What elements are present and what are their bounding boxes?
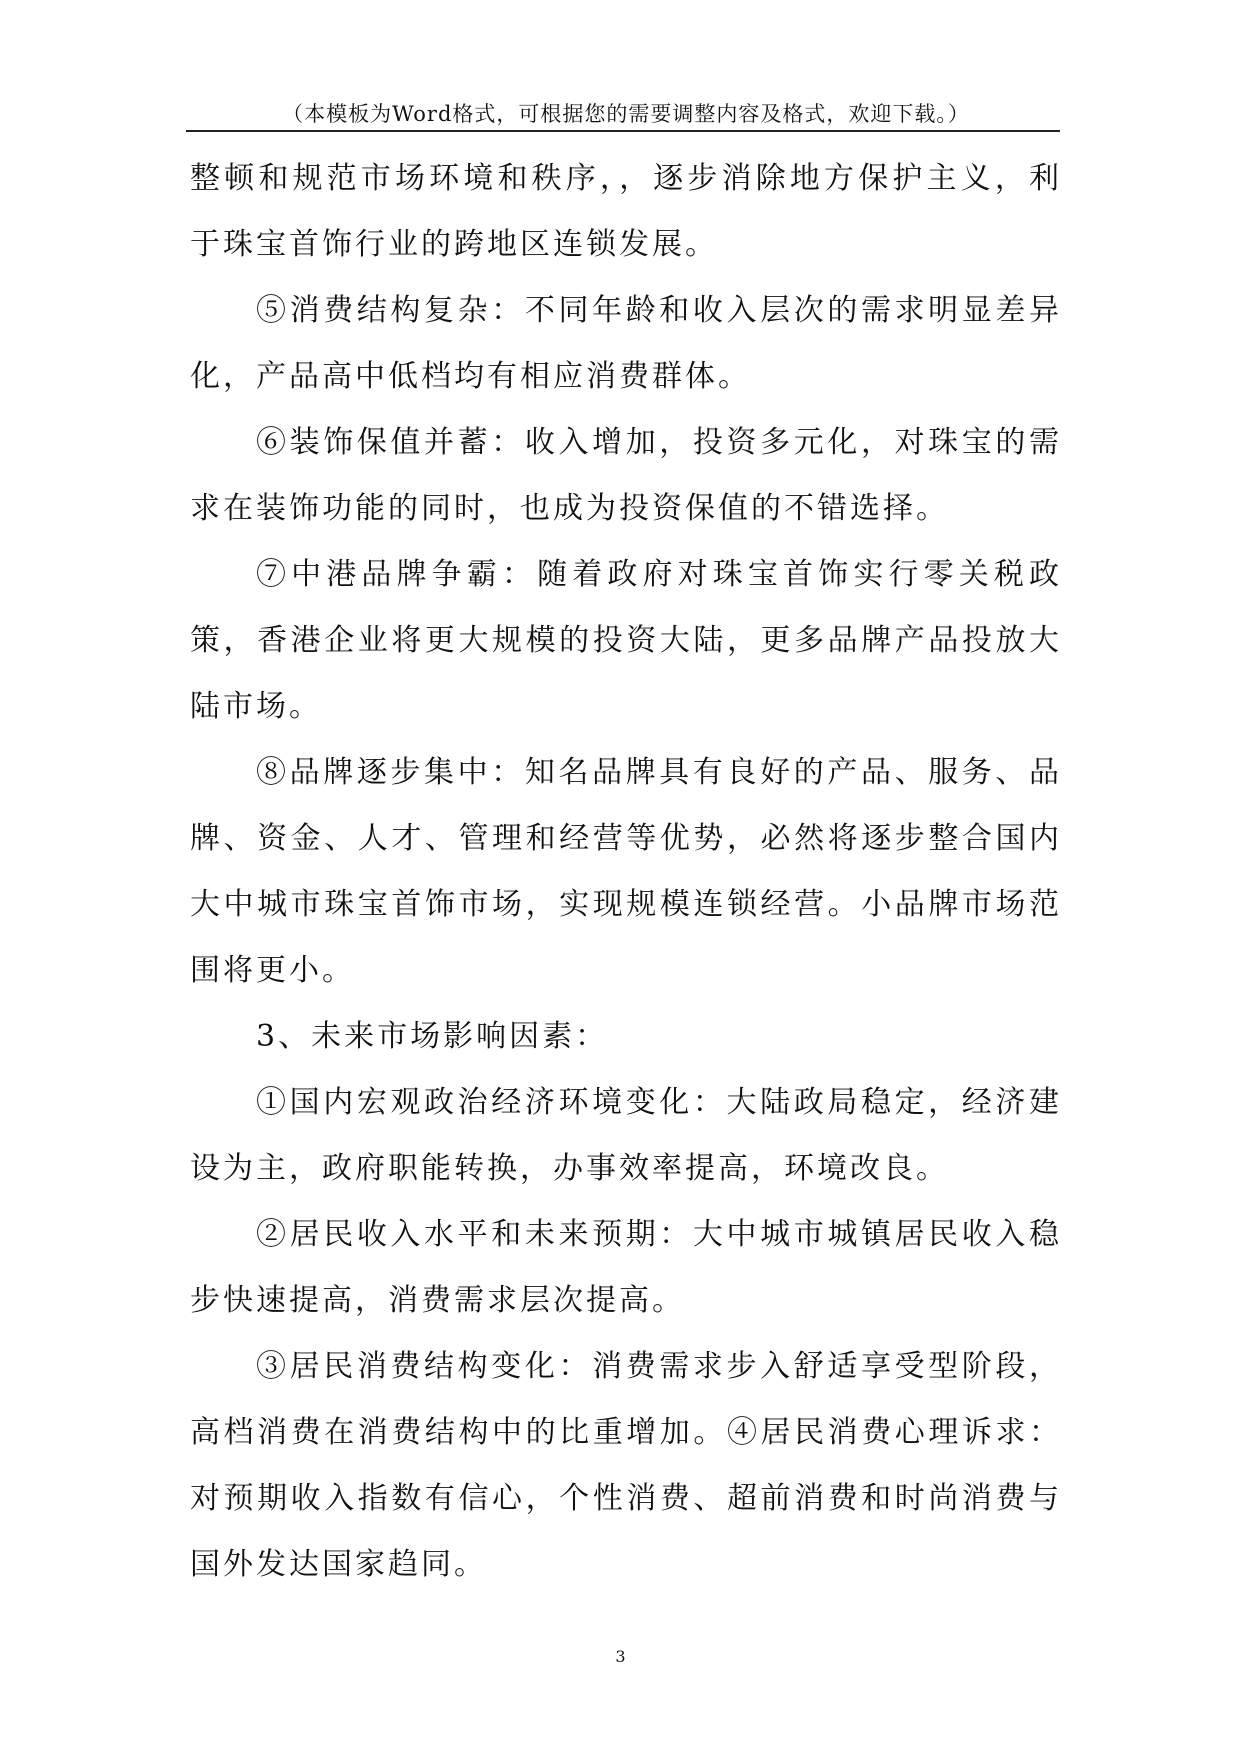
section-heading: 3、未来市场影响因素： — [256, 1019, 609, 1054]
document-body — [190, 146, 1062, 1598]
paragraph: ⑦中港品牌争霸：随着政府对珠宝首饰实行零关税政策，香港企业将更大规模的投资大陆，更多品牌产品投放大陆市场。 — [190, 557, 1062, 724]
paragraph: 整顿和规范市场环境和秩序，，逐步消除地方保护主义，利于珠宝首饰行业的跨地区连锁发展。 — [190, 161, 1062, 262]
paragraph: ⑤消费结构复杂：不同年龄和收入层次的需求明显差异化，产品高中低档均有相应消费群体。 — [190, 293, 1062, 394]
paragraph: ①国内宏观政治经济环境变化：大陆政局稳定，经济建设为主，政府职能转换，办事效率提高，环境改良。 — [190, 1085, 1062, 1186]
paragraph: ⑧品牌逐步集中：知名品牌具有良好的产品、服务、品牌、资金、人才、管理和经营等优势，必然将逐步整合国内大中城市珠宝首饰市场，实现规模连锁经营。小品牌市场范围将更小。 — [190, 755, 1062, 988]
page-header-note: （本模板为Word格式，可根据您的需要调整内容及格式，欢迎下载。） — [282, 102, 970, 126]
header-divider — [186, 130, 1060, 132]
page-number: 3 — [615, 1647, 626, 1666]
paragraph: ②居民收入水平和未来预期：大中城市城镇居民收入稳步快速提高，消费需求层次提高。 — [190, 1217, 1062, 1318]
paragraph: ③居民消费结构变化：消费需求步入舒适享受型阶段，高档消费在消费结构中的比重增加。④居民消费心理诉求：对预期收入指数有信心，个性消费、超前消费和时尚消费与国外发达国家趋同。 — [190, 1349, 1062, 1582]
paragraph: ⑥装饰保值并蓄：收入增加，投资多元化，对珠宝的需求在装饰功能的同时，也成为投资保值的不错选择。 — [190, 425, 1062, 526]
